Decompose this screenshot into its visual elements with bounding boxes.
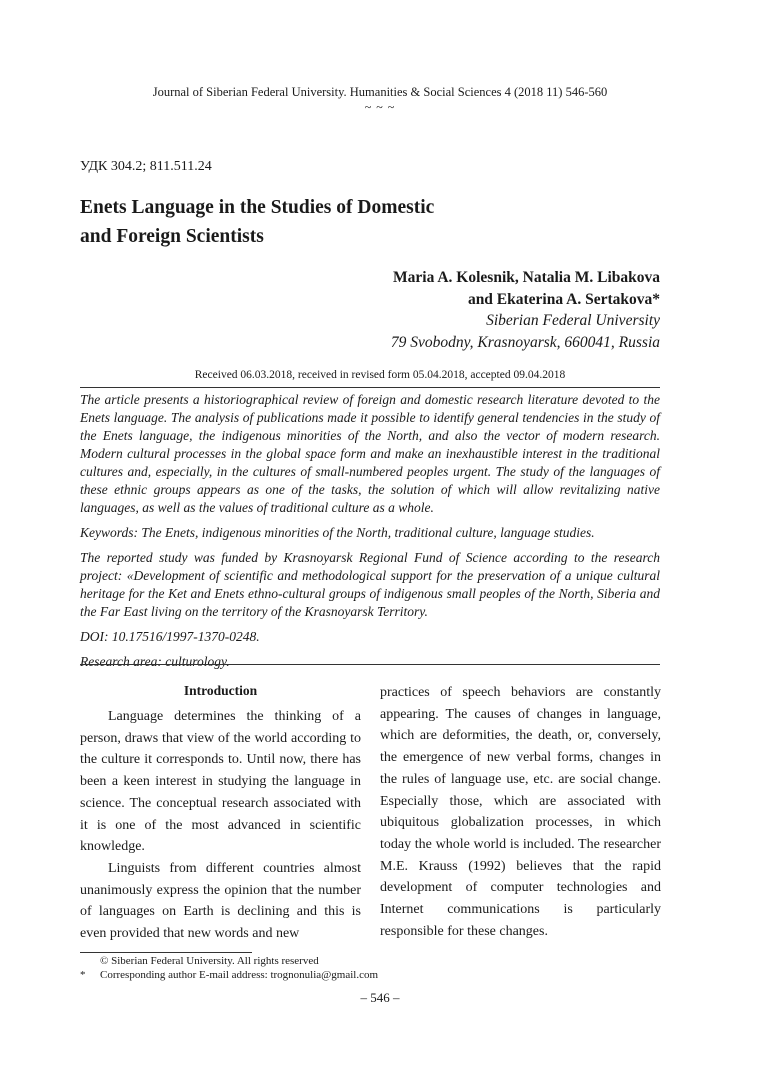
funding-note: The reported study was funded by Krasnoyarsk Regional Fund of Science according to the research project: «Development of scientific and methodological support for the preservation of a unique cultural heritage for the Ket and Enets ethno-cultural groups of indigenous small peoples of the North, Siberia and the Far East living on the territory of the Krasnoyarsk Territory. [80, 550, 660, 619]
keywords: Keywords: The Enets, indigenous minorities of the North, traditional culture, language studies. [80, 525, 595, 540]
authors-line-2: and Ekaterina A. Sertakova* [467, 290, 660, 308]
paragraph: Linguists from different countries almost unanimously express the opinion that the number of languages on Earth is declining and this is even provided that new words and new [80, 860, 361, 942]
asterisk-mark: * [80, 969, 86, 981]
journal-header: Journal of Siberian Federal University. Humanities & Social Sciences 4 (2018 11) 546-560 [152, 85, 608, 99]
article-title [80, 193, 680, 251]
footnote-rule [80, 952, 252, 953]
corresponding-author-text: Corresponding author E-mail address: trognonulia@gmail.com [100, 969, 379, 981]
paragraph: Language determines the thinking of a person, draws that view of the world according to the culture it corresponds to. Until now, there has been a keen interest in studying the language in science. The conceptual research associated with it is one of the most advanced in scientific knowledge. [80, 709, 361, 855]
section-heading-introduction: Introduction [183, 683, 258, 698]
paragraph: practices of speech behaviors are constantly appearing. The causes of changes in language, which are deformities, the death, or, conversely, the emergence of new verbal forms, changes in the rules of language use, etc. are social change. Especially those, which are associated with ubiquitous globalization processes, in which today the whole world is included. The researcher M.E. Krauss (1992) believes that the rapid development of computer technologies and Internet communications is particularly responsible for these changes. [380, 685, 661, 939]
abstract-block [80, 391, 660, 678]
abstract-text: The article presents a historiographical review of foreign and domestic research literature devoted to the Enets language. The analysis of publications made it possible to identify general tendencies in the study of the Enets language, the indigenous minorities of the North, and also the vector of modern research. Modern cultural processes in the global space form and make an inexhaustible interest in the traditional cultures and, especially, in the cultures of small-numbered peoples urgent. The study of the languages of these ethnic groups appears as one of the tasks, the solution of which will allow revitalizing native languages, as well as the values of traditional culture as a whole. [80, 392, 660, 515]
affiliation: Siberian Federal University [486, 312, 660, 329]
right-column [380, 682, 661, 942]
udc-code: УДК 304.2; 811.511.24 [80, 159, 212, 174]
doi: DOI: 10.17516/1997-1370-0248. [80, 629, 260, 644]
authors-line-1: Maria A. Kolesnik, Natalia M. Libakova [393, 269, 660, 286]
title-line-2: and Foreign Scientists [80, 226, 264, 247]
address: 79 Svobodny, Krasnoyarsk, 660041, Russia [390, 333, 660, 351]
copyright-footnote: © Siberian Federal University. All rights reserved [100, 955, 319, 967]
header-separator: ~ ~ ~ [364, 100, 396, 114]
received-dates: Received 06.03.2018, received in revised form 05.04.2018, accepted 09.04.2018 [194, 369, 566, 381]
research-area: Research area: culturology. [80, 654, 230, 669]
title-line-1: Enets Language in the Studies of Domestic [80, 197, 435, 218]
author-block [140, 267, 660, 353]
abstract-top-rule [80, 387, 660, 388]
page-number: – 546 – [360, 990, 400, 1005]
corresponding-footnote [80, 968, 378, 982]
left-column [80, 682, 361, 945]
abstract-bottom-rule [80, 664, 660, 665]
